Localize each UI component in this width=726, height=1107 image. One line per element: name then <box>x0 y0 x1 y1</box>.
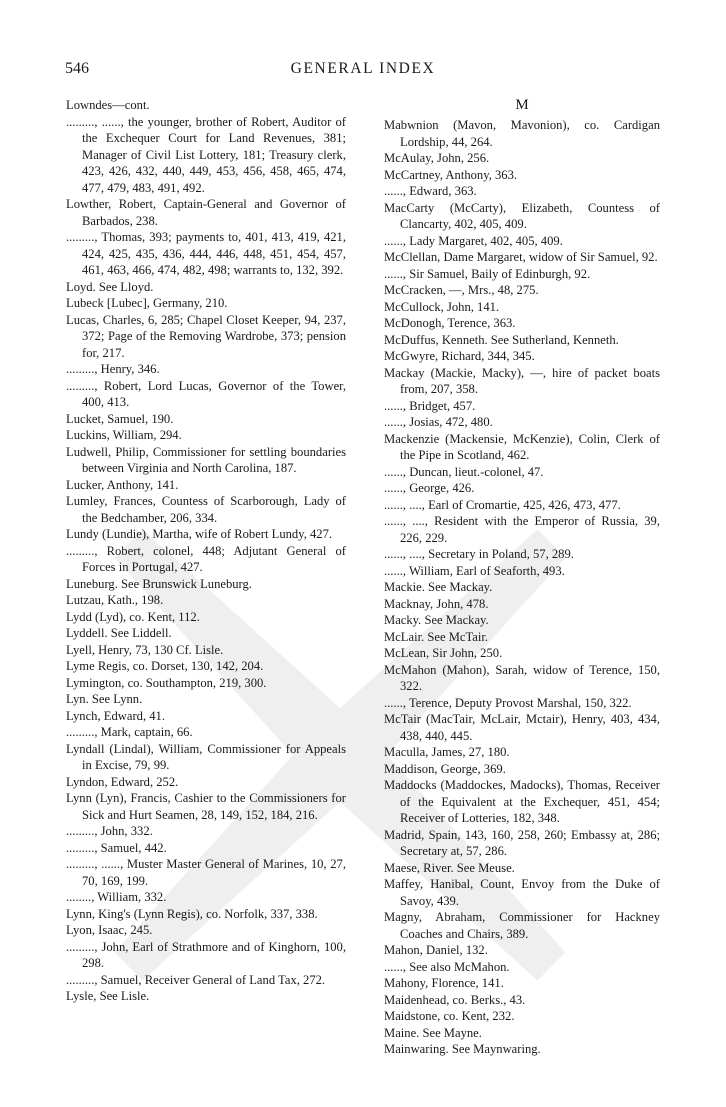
index-entry: Loyd. See Lloyd. <box>66 279 154 294</box>
index-entry: Lyddell. See Liddell. <box>66 626 172 640</box>
index-entry: McMahon (Mahon), Sarah, widow of Terence, 150, 322. <box>384 662 660 693</box>
index-column-right <box>384 97 660 1058</box>
index-entry: Lynn, King's (Lynn Regis), co. Norfolk, 337, 338. <box>66 906 318 921</box>
section-letter-heading: M <box>515 97 529 113</box>
index-entry: McDuffus, Kenneth. See Sutherland, Kenneth. <box>384 332 619 347</box>
index-entry: Lumley, Frances, Countess of Scarborough, Lady of the Bedchamber, 206, 334. <box>66 494 346 525</box>
index-entry: Maidenhead, co. Berks., 43. <box>384 992 526 1007</box>
index-entry: Lyme Regis, co. Dorset, 130, 142, 204. <box>66 659 264 673</box>
index-entry: ........., Thomas, 393; payments to, 401, 413, 419, 421, 424, 425, 435, 436, 444, 446, 448, 451, 454, 457, 461, 463, 466, 474, 482, 498; warrants to, 132, 392. <box>66 230 346 277</box>
index-entry: ......, George, 426. <box>384 481 475 495</box>
index-entry: ........., John, 332. <box>66 824 153 838</box>
index-entry: McClellan, Dame Margaret, widow of Sir Samuel, 92. <box>384 250 658 264</box>
index-entry: Lucas, Charles, 6, 285; Chapel Closet Keeper, 94, 237, 372; Page of the Removing Wardrobe, 373; pension for, 217. <box>66 312 346 360</box>
index-entry: ........., Samuel, Receiver General of Land Tax, 272. <box>66 972 326 987</box>
index-entry: ........., John, Earl of Strathmore and of Kinghorn, 100, 298. <box>66 939 346 970</box>
index-entry: Lucket, Samuel, 190. <box>66 411 174 426</box>
index-entry: Maffey, Hanibal, Count, Envoy from the Duke of Savoy, 439. <box>384 877 660 908</box>
index-entry: ......, Josias, 472, 480. <box>384 415 493 429</box>
index-entry: ......, Edward, 363. <box>384 184 477 198</box>
running-head: GENERAL INDEX <box>290 60 436 77</box>
index-entry: ......, ...., Earl of Cromartie, 425, 426, 473, 477. <box>384 497 621 512</box>
index-entry: ......, ...., Secretary in Poland, 57, 289. <box>384 547 574 561</box>
index-entry: Lutzau, Kath., 198. <box>66 593 164 607</box>
index-entry: Maculla, James, 27, 180. <box>384 745 510 759</box>
index-entry: ........., Robert, colonel, 448; Adjutant General of Forces in Portugal, 427. <box>66 543 346 574</box>
index-entry: McTair (MacTair, McLair, Mctair), Henry, 403, 434, 438, 440, 445. <box>384 712 660 743</box>
index-entry: Luneburg. See Brunswick Luneburg. <box>66 576 252 591</box>
index-entry: Mahony, Florence, 141. <box>384 976 504 990</box>
index-entry: ......, Sir Samuel, Baily of Edinburgh, 92. <box>384 266 591 281</box>
index-entry: Mackenzie (Mackensie, McKenzie), Colin, Clerk of the Pipe in Scotland, 462. <box>384 431 660 462</box>
index-entry: Lowther, Robert, Captain-General and Governor of Barbados, 238. <box>66 197 346 228</box>
index-entry: Macky. See Mackay. <box>384 613 489 627</box>
index-entry: Lynn (Lyn), Francis, Cashier to the Commissioners for Sick and Hurt Seamen, 28, 149, 152, 184, 216. <box>66 791 346 822</box>
index-entry: Maidstone, co. Kent, 232. <box>384 1009 515 1023</box>
index-entry: ........., ......, Muster Master General of Marines, 10, 27, 70, 169, 199. <box>66 857 346 888</box>
index-entry: Maddocks (Maddockes, Madocks), Thomas, Receiver of the Equivalent at the Exchequer, 451, 454; Receiver of Lotteries, 182, 348. <box>384 778 660 825</box>
index-entry: McDonogh, Terence, 363. <box>384 316 516 330</box>
index-entry: Macknay, John, 478. <box>384 596 489 611</box>
index-entry: McLean, Sir John, 250. <box>384 646 503 660</box>
index-entry: McCracken, —, Mrs., 48, 275. <box>384 283 539 297</box>
index-entry: Maddison, George, 369. <box>384 761 506 776</box>
index-entry: Ludwell, Philip, Commissioner for settling boundaries between Virginia and North Carolina, 187. <box>66 444 346 475</box>
page-header <box>0 60 726 84</box>
index-entry: Mahon, Daniel, 132. <box>384 943 488 957</box>
page-number: 546 <box>65 60 89 77</box>
index-entry: Lynch, Edward, 41. <box>66 708 165 723</box>
index-entry: Lysle, See Lisle. <box>66 989 150 1003</box>
index-entry: ........., ......, the younger, brother of Robert, Auditor of the Exchequer Court for Land Revenues, 381; Manager of Civil List Lottery, 181; Treasury clerk, 423, 426, 432, 440, 449, 453, 456, 458, 465, 474, 477, 479, 483, 491, 492. <box>66 114 346 195</box>
index-entry: Madrid, Spain, 143, 160, 258, 260; Embassy at, 286; Secretary at, 57, 286. <box>384 827 660 858</box>
index-entry: Lundy (Lundie), Martha, wife of Robert Lundy, 427. <box>66 527 333 541</box>
index-column-left <box>66 97 346 1005</box>
index-entry: Lyndall (Lindal), William, Commissioner for Appeals in Excise, 79, 99. <box>66 741 346 772</box>
index-entry: Lyn. See Lynn. <box>66 692 143 706</box>
index-entry: Lydd (Lyd), co. Kent, 112. <box>66 609 200 624</box>
index-entry: Mackay (Mackie, Macky), —, hire of packet boats from, 207, 358. <box>384 365 660 396</box>
index-entry: ........., Mark, captain, 66. <box>66 725 193 739</box>
index-entry: Maese, River. See Meuse. <box>384 860 515 875</box>
index-entry: ......, Duncan, lieut.-colonel, 47. <box>384 464 544 479</box>
index-entry: MacCarty (McCarty), Elizabeth, Countess of Clancarty, 402, 405, 409. <box>384 200 660 231</box>
index-entry: McAulay, John, 256. <box>384 151 490 165</box>
index-entry: McCullock, John, 141. <box>384 299 500 314</box>
index-entry: Lyndon, Edward, 252. <box>66 774 179 789</box>
index-entry: ......, See also McMahon. <box>384 959 510 974</box>
index-entry: ......, ...., Resident with the Emperor of Russia, 39, 226, 229. <box>384 514 660 545</box>
index-entry: Magny, Abraham, Commissioner for Hackney Coaches and Chairs, 389. <box>384 910 660 941</box>
index-entry: ......, Bridget, 457. <box>384 398 476 413</box>
index-entry: ......, Lady Margaret, 402, 405, 409. <box>384 233 563 248</box>
index-entry: Lucker, Anthony, 141. <box>66 477 179 492</box>
index-entry: ......, Terence, Deputy Provost Marshal, 150, 322. <box>384 695 632 710</box>
index-entry: ......, William, Earl of Seaforth, 493. <box>384 563 565 578</box>
index-entry: Lyon, Isaac, 245. <box>66 923 153 937</box>
index-entry: McCartney, Anthony, 363. <box>384 167 518 182</box>
index-entry: Lymington, co. Southampton, 219, 300. <box>66 675 267 690</box>
index-entry: Lowndes—cont. <box>66 98 150 112</box>
index-entry: Luckins, William, 294. <box>66 428 182 442</box>
index-entry: ........., Henry, 346. <box>66 362 160 376</box>
index-entry: Mainwaring. See Maynwaring. <box>384 1042 541 1056</box>
index-entry: Lyell, Henry, 73, 130 Cf. Lisle. <box>66 642 224 657</box>
index-entry: Mackie. See Mackay. <box>384 580 493 594</box>
index-entry: McLair. See McTair. <box>384 629 489 644</box>
index-entry: Lubeck [Lubec], Germany, 210. <box>66 296 228 310</box>
index-entry: ........, William, 332. <box>66 890 167 904</box>
index-entry: ........., Samuel, 442. <box>66 840 167 855</box>
index-entry: ........., Robert, Lord Lucas, Governor of the Tower, 400, 413. <box>66 378 346 409</box>
index-entry: McGwyre, Richard, 344, 345. <box>384 349 535 363</box>
index-entry: Mabwnion (Mavon, Mavonion), co. Cardigan Lordship, 44, 264. <box>384 118 660 149</box>
index-entry: Maine. See Mayne. <box>384 1025 482 1040</box>
